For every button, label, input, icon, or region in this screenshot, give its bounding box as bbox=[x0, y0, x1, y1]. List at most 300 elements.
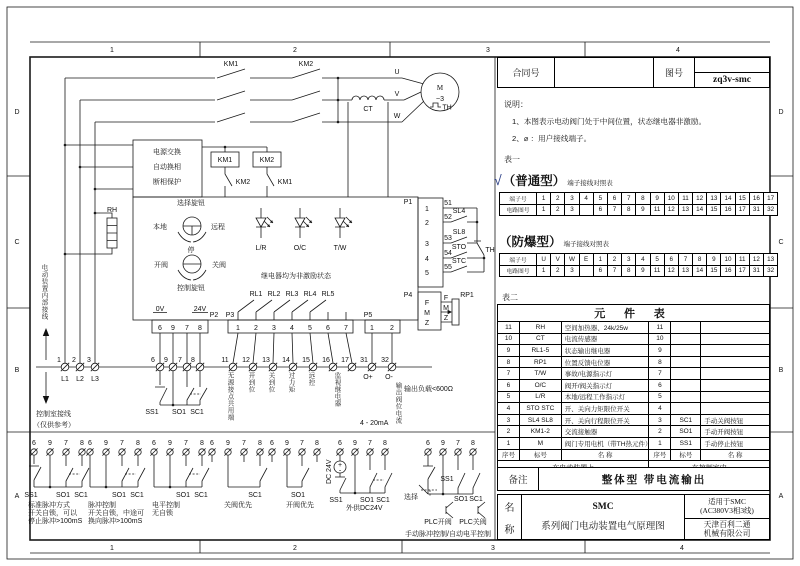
cell: 10 bbox=[498, 333, 520, 345]
name-char-2: 称 bbox=[504, 524, 515, 536]
variant-caption: 开关自锁，中途可 bbox=[88, 510, 144, 517]
dc24v-label: DC 24V bbox=[326, 459, 333, 484]
cell: 9 bbox=[498, 345, 520, 357]
table-row bbox=[498, 403, 770, 415]
stc-label: STC bbox=[452, 258, 466, 265]
zone-right-a: A bbox=[778, 493, 784, 500]
load-label: 输出负载<600Ω bbox=[404, 386, 453, 393]
terminal-number: 2 bbox=[72, 357, 76, 364]
cell: 13 bbox=[678, 204, 692, 216]
motor bbox=[421, 73, 459, 112]
cell: SL4 SL8 bbox=[519, 414, 561, 426]
cell: L/R bbox=[519, 391, 561, 403]
cell: 2 bbox=[551, 265, 565, 277]
km2-interlock-label: KM2 bbox=[235, 179, 251, 186]
led-indicators bbox=[256, 208, 352, 252]
terminal-number: 13 bbox=[262, 357, 270, 364]
p1-label: P1 bbox=[403, 199, 413, 206]
component-table-title: 元 件 表 bbox=[498, 305, 770, 322]
zone-top-4: 4 bbox=[676, 47, 680, 54]
strip-terminal-number: 8 bbox=[258, 440, 262, 447]
cell: 端子号 bbox=[500, 254, 537, 266]
cell: 4 bbox=[636, 254, 650, 266]
ss1-label: SS1 bbox=[145, 409, 159, 416]
wiring-variant-strip bbox=[24, 440, 491, 538]
km1-interlock-label: KM1 bbox=[277, 179, 293, 186]
strip-terminal-number: 6 bbox=[88, 440, 92, 447]
cell: 9 bbox=[636, 265, 650, 277]
cell: SS1 bbox=[671, 437, 701, 449]
variant-caption: 换向脉冲>100mS bbox=[88, 518, 143, 525]
variant-caption: 无自锁 bbox=[152, 510, 173, 517]
cell: 17 bbox=[735, 265, 749, 277]
p5-pin: 2 bbox=[390, 325, 394, 332]
cell bbox=[701, 345, 770, 357]
terminal-number: 31 bbox=[360, 357, 368, 364]
strip-terminal-number: 6 bbox=[210, 440, 214, 447]
variant-caption: 停止脉冲>100mS bbox=[28, 518, 83, 525]
cell: 状态输出继电器 bbox=[561, 345, 649, 357]
room-wiring-note: 控制室接线 bbox=[36, 411, 71, 418]
strip-terminal-number: 9 bbox=[441, 440, 445, 447]
strip-terminal-number: 7 bbox=[300, 440, 304, 447]
terminal-function-label: 监视继电器 bbox=[333, 372, 341, 407]
p3-pin: 6 bbox=[326, 325, 330, 332]
output-minus-label: O- bbox=[385, 374, 393, 381]
led-lr-label: L/R bbox=[255, 245, 267, 252]
strip-terminal-number: 6 bbox=[426, 440, 430, 447]
strip-terminal-number: 8 bbox=[80, 440, 84, 447]
strip-terminal-number: 7 bbox=[242, 440, 246, 447]
terminal-number: 1 bbox=[57, 357, 61, 364]
cell: 7 bbox=[607, 265, 621, 277]
led-tw-label: T/W bbox=[333, 245, 347, 252]
p2-pin: 9 bbox=[171, 325, 175, 332]
check-mark: √ bbox=[494, 172, 502, 188]
zone-left-a: A bbox=[14, 493, 20, 500]
cell: 开、关向行程限位开关 bbox=[561, 414, 649, 426]
device-label: SO1 bbox=[290, 492, 306, 499]
cell: 16 bbox=[749, 193, 763, 205]
cell: 8 bbox=[649, 356, 671, 368]
normal-type-subtitle: 端子接线对照表 bbox=[567, 180, 613, 187]
remark-text: 整体型 带电流输出 bbox=[538, 468, 769, 490]
rl5-label: RL5 bbox=[321, 291, 335, 298]
cell bbox=[671, 322, 701, 334]
strip-terminal-number: 8 bbox=[315, 440, 319, 447]
strip-terminal-number: 9 bbox=[353, 440, 357, 447]
explosion-type-subtitle: 端子接线对照表 bbox=[563, 241, 610, 248]
cell bbox=[701, 356, 770, 368]
minus-sign: - bbox=[338, 467, 342, 475]
cell: 8 bbox=[498, 356, 520, 368]
drawing-no-label: 图号 bbox=[653, 58, 694, 87]
table-row bbox=[498, 333, 770, 345]
cell: RH bbox=[519, 322, 561, 334]
cell: 6 bbox=[649, 379, 671, 391]
power-box-line3: 断相保护 bbox=[153, 179, 181, 186]
table-row bbox=[500, 193, 778, 205]
table-row bbox=[500, 265, 778, 277]
table-row bbox=[498, 322, 770, 334]
cell: 标号 bbox=[671, 449, 701, 461]
cell: 电路图号 bbox=[500, 204, 537, 216]
cell: 14 bbox=[721, 193, 735, 205]
cell bbox=[701, 391, 770, 403]
p4-pin-z: Z bbox=[424, 320, 430, 327]
note-2: 2、⌀ ：用户接线端子。 bbox=[512, 134, 592, 143]
cell: 6 bbox=[593, 204, 607, 216]
strip-terminal-number: 9 bbox=[226, 440, 230, 447]
cell: 11 bbox=[650, 204, 664, 216]
normal-terminal-table bbox=[499, 192, 778, 216]
cell: 4 bbox=[649, 403, 671, 415]
cell: KM1-2 bbox=[519, 426, 561, 438]
knob-close-label: 关阀 bbox=[212, 262, 226, 269]
plc-close-label: PLC关阀 bbox=[459, 519, 487, 526]
cell: 5 bbox=[593, 193, 607, 205]
cell: 空间加热器、24k/25w bbox=[561, 322, 649, 334]
cell: 4 bbox=[579, 193, 593, 205]
cell: 12 bbox=[693, 193, 707, 205]
rl1-label: RL1 bbox=[249, 291, 263, 298]
sl8-label: SL8 bbox=[452, 229, 466, 236]
cell: 7 bbox=[607, 204, 621, 216]
terminal-number: 15 bbox=[302, 357, 310, 364]
terminal-function-label: 关到位 bbox=[267, 372, 275, 393]
cell: 12 bbox=[664, 204, 678, 216]
cell: 手动停止按钮 bbox=[701, 437, 770, 449]
cell: SO1 bbox=[671, 426, 701, 438]
cell: 电路图号 bbox=[500, 265, 537, 277]
p3-label: P3 bbox=[225, 312, 235, 319]
cell: 13 bbox=[678, 265, 692, 277]
zone-right-b: B bbox=[778, 367, 784, 374]
table-row bbox=[498, 368, 770, 380]
series-line1: SMC bbox=[592, 501, 614, 512]
cell: 6 bbox=[664, 254, 678, 266]
cell: 11 bbox=[735, 254, 749, 266]
selector-stop-label: 停 bbox=[187, 247, 195, 254]
cell: 15 bbox=[735, 193, 749, 205]
cell: 3 bbox=[565, 265, 579, 277]
terminal-function-label: 远控 bbox=[307, 372, 315, 386]
selector-remote-label: 远程 bbox=[211, 224, 225, 231]
cell: 电流传感器 bbox=[561, 333, 649, 345]
cell: 32 bbox=[764, 265, 778, 277]
terminal-number: 16 bbox=[322, 357, 330, 364]
zero-volt-label: 0V bbox=[155, 306, 165, 313]
explosion-type-heading bbox=[499, 232, 609, 250]
cell: 3 bbox=[622, 254, 636, 266]
rl4-label: RL4 bbox=[303, 291, 317, 298]
terminal-row bbox=[36, 357, 453, 427]
rl2-label: RL2 bbox=[267, 291, 281, 298]
p1-pin: 2 bbox=[425, 220, 429, 227]
status-relays bbox=[238, 291, 346, 320]
current-range-label: 4 - 20mA bbox=[360, 420, 389, 427]
drawing-number: zq3v-smc bbox=[695, 72, 769, 87]
terminal-function-label: 开到位 bbox=[247, 372, 255, 393]
cell: 15 bbox=[707, 204, 721, 216]
cell: 3 bbox=[498, 414, 520, 426]
relay-state-note: 继电器均为非激励状态 bbox=[261, 273, 331, 280]
rh-label: RH bbox=[106, 207, 118, 214]
wire-53: 53 bbox=[444, 235, 452, 242]
cell bbox=[671, 368, 701, 380]
device-label: SC1 bbox=[194, 492, 208, 499]
cell: 序号 bbox=[498, 449, 520, 461]
remark-block bbox=[497, 467, 770, 491]
cell: 10 bbox=[664, 193, 678, 205]
name-label bbox=[498, 495, 521, 539]
cell: 17 bbox=[735, 204, 749, 216]
contract-no-label: 合同号 bbox=[512, 68, 540, 78]
table-row bbox=[498, 379, 770, 391]
cell: 1 bbox=[649, 437, 671, 449]
cell: 本地/远程工作指示灯 bbox=[561, 391, 649, 403]
control-board bbox=[133, 197, 418, 320]
phase-l3-label: L3 bbox=[91, 376, 99, 383]
table-row bbox=[498, 391, 770, 403]
strip-terminal-number: 8 bbox=[200, 440, 204, 447]
variant-caption: 开关自锁，可以 bbox=[28, 510, 77, 517]
notes-heading: 说明： bbox=[504, 100, 528, 109]
plc-open-label: PLC开阀 bbox=[424, 519, 452, 526]
wire-51: 51 bbox=[444, 200, 452, 207]
zone-top-3: 3 bbox=[486, 47, 490, 54]
strip-terminal-number: 9 bbox=[104, 440, 108, 447]
cell: 7 bbox=[649, 368, 671, 380]
cell: 32 bbox=[764, 204, 778, 216]
cell: 12 bbox=[664, 265, 678, 277]
device-label: SC1 bbox=[130, 492, 144, 499]
cell: V bbox=[551, 254, 565, 266]
strip-terminal-number: 9 bbox=[168, 440, 172, 447]
cell: 5 bbox=[649, 391, 671, 403]
zone-top-2: 2 bbox=[293, 47, 297, 54]
cell: 5 bbox=[498, 391, 520, 403]
zone-bottom-1: 1 bbox=[110, 545, 114, 552]
cell bbox=[671, 333, 701, 345]
device-label: SS1 bbox=[329, 497, 343, 504]
p2-pin: 7 bbox=[185, 325, 189, 332]
wire-m: M bbox=[443, 305, 449, 312]
24-volt-label: 24V bbox=[193, 306, 207, 313]
cell: 阀开/阀关指示灯 bbox=[561, 379, 649, 391]
cell: 5 bbox=[650, 254, 664, 266]
explosion-terminal-table bbox=[499, 253, 778, 277]
name-char-1: 名 bbox=[504, 502, 515, 514]
cell: 11 bbox=[649, 322, 671, 334]
company-line1: 天津百利二通 bbox=[703, 519, 751, 529]
current-transformer bbox=[348, 96, 388, 197]
cell: 9 bbox=[650, 193, 664, 205]
p4-pin-m: M bbox=[424, 310, 430, 317]
table-header-row bbox=[498, 449, 770, 461]
cell: 16 bbox=[721, 265, 735, 277]
km1-coil-label: KM1 bbox=[217, 157, 233, 164]
phase-v-label: V bbox=[394, 91, 400, 98]
cell bbox=[671, 391, 701, 403]
variant-group-7 bbox=[404, 440, 491, 538]
cell: 2 bbox=[649, 426, 671, 438]
cell: 名 称 bbox=[561, 449, 649, 461]
note-1: 1、本图表示电动阀门处于中间位置，状态继电器非激励。 bbox=[512, 117, 707, 126]
phase-w-label: W bbox=[393, 113, 401, 120]
so1-label: SO1 bbox=[171, 409, 187, 416]
cell: 2 bbox=[498, 426, 520, 438]
cell: 1 bbox=[537, 193, 551, 205]
terminal-number: 6 bbox=[151, 357, 155, 364]
p3-pin: 1 bbox=[236, 325, 240, 332]
cell bbox=[671, 379, 701, 391]
cell bbox=[671, 345, 701, 357]
th-label: TH bbox=[485, 247, 495, 254]
power-box-line2: 自动换相 bbox=[153, 164, 181, 171]
contract-no-field bbox=[554, 58, 653, 87]
table-row bbox=[498, 437, 770, 449]
company-name bbox=[685, 518, 769, 539]
cell: 序号 bbox=[649, 449, 671, 461]
cell: 3 bbox=[565, 204, 579, 216]
device-label: SO1 bbox=[359, 497, 375, 504]
cell: 3 bbox=[649, 414, 671, 426]
main-pushbutton-group bbox=[145, 371, 207, 416]
strip-terminals bbox=[30, 448, 476, 455]
normal-type-heading bbox=[494, 171, 613, 189]
drawing-no-top-field bbox=[695, 58, 769, 72]
p1-pin: 1 bbox=[425, 206, 429, 213]
bottom-connectors bbox=[152, 306, 400, 363]
wire-54: 54 bbox=[444, 250, 452, 257]
p5-label: P5 bbox=[363, 312, 373, 319]
rp1-label: RP1 bbox=[460, 292, 474, 299]
name-block bbox=[497, 494, 770, 540]
output-plus-label: O+ bbox=[363, 374, 373, 381]
device-label: SS1 bbox=[440, 476, 454, 483]
cell: 14 bbox=[693, 204, 707, 216]
strip-terminal-number: 7 bbox=[368, 440, 372, 447]
cell: STO STC bbox=[519, 403, 561, 415]
phase-u-label: U bbox=[394, 69, 400, 76]
cell bbox=[701, 322, 770, 334]
sc1-label: SC1 bbox=[190, 409, 204, 416]
zone-left-d: D bbox=[14, 109, 20, 116]
wire-52: 52 bbox=[444, 214, 452, 221]
cell: 交流接触器 bbox=[561, 426, 649, 438]
cell bbox=[701, 403, 770, 415]
terminal-number: 11 bbox=[221, 357, 229, 364]
cell: 4 bbox=[498, 403, 520, 415]
variant-caption: 开阀优先 bbox=[286, 502, 314, 509]
cell: 9 bbox=[636, 204, 650, 216]
strip-terminal-number: 7 bbox=[456, 440, 460, 447]
wire-z: Z bbox=[443, 315, 449, 322]
variant-group-5 bbox=[270, 440, 319, 509]
cell: 端子号 bbox=[500, 193, 537, 205]
cell: 6 bbox=[593, 265, 607, 277]
km1-contacts-label: KM1 bbox=[223, 61, 239, 68]
strip-terminal-number: 8 bbox=[136, 440, 140, 447]
table-row bbox=[500, 254, 778, 266]
rp1-potentiometer bbox=[452, 299, 459, 325]
applicable-line1: 适用于SMC bbox=[708, 496, 746, 506]
cell: 16 bbox=[721, 204, 735, 216]
junction-dots bbox=[49, 77, 486, 496]
cell: 阀门专用电机（带TH热元件） bbox=[561, 437, 649, 449]
cell: 31 bbox=[749, 265, 763, 277]
cell bbox=[701, 379, 770, 391]
device-label: SO1 bbox=[453, 496, 469, 503]
motor-phase-label: ~3 bbox=[436, 96, 444, 103]
cell: 1 bbox=[498, 437, 520, 449]
p5-pin: 1 bbox=[370, 325, 374, 332]
strip-terminal-number: 6 bbox=[338, 440, 342, 447]
cell: 8 bbox=[622, 204, 636, 216]
zone-right-c: C bbox=[778, 239, 784, 246]
zone-bottom-2: 2 bbox=[293, 545, 297, 552]
normal-type-title: （普通型） bbox=[502, 174, 566, 188]
variant-caption: 关阀优先 bbox=[224, 502, 252, 509]
p4-label: P4 bbox=[403, 292, 413, 299]
cell: 13 bbox=[707, 193, 721, 205]
device-label: SC1 bbox=[469, 496, 483, 503]
cell: RL1-5 bbox=[519, 345, 561, 357]
applicable-line2: (AC380V3相3线) bbox=[700, 505, 754, 515]
motor-th-label: TH bbox=[442, 104, 452, 112]
strip-terminal-number: 6 bbox=[152, 440, 156, 447]
cell: SC1 bbox=[671, 414, 701, 426]
cell: 13 bbox=[764, 254, 778, 266]
selector-knob-title: 选择旋钮 bbox=[177, 200, 205, 207]
title-header-block bbox=[497, 57, 770, 88]
terminal-number: 7 bbox=[178, 357, 182, 364]
cell: 11 bbox=[498, 322, 520, 334]
zone-bottom-4: 4 bbox=[680, 545, 684, 552]
cell: 手动关阀按钮 bbox=[701, 414, 770, 426]
cell: 9 bbox=[707, 254, 721, 266]
remark-label: 备注 bbox=[508, 476, 528, 486]
cell: 标号 bbox=[519, 449, 561, 461]
device-label: SO1 bbox=[111, 492, 127, 499]
cell: 手动开阀按钮 bbox=[701, 426, 770, 438]
cell: 7 bbox=[498, 368, 520, 380]
wire-f: F bbox=[443, 295, 449, 302]
variant-caption: 标准脉冲方式 bbox=[28, 502, 70, 509]
cell: 1 bbox=[537, 204, 551, 216]
terminal-function-label: 过力矩 bbox=[287, 372, 295, 393]
power-box-line1: 电源交换 bbox=[153, 149, 181, 156]
p2-pin: 6 bbox=[158, 325, 162, 332]
terminal-number: 9 bbox=[164, 357, 168, 364]
p1-pin: 5 bbox=[425, 270, 429, 277]
strip-terminal-number: 7 bbox=[64, 440, 68, 447]
variant-caption: 外供DC24V bbox=[346, 505, 383, 512]
p4-connector bbox=[404, 292, 474, 330]
phase-l2-label: L2 bbox=[76, 376, 84, 383]
strip-terminal-number: 8 bbox=[383, 440, 387, 447]
cell: 7 bbox=[622, 193, 636, 205]
device-label: SC1 bbox=[376, 497, 390, 504]
cell: T/W bbox=[519, 368, 561, 380]
variant-caption: 脉冲控制 bbox=[88, 502, 116, 509]
cell: U bbox=[537, 254, 551, 266]
cell: 14 bbox=[693, 265, 707, 277]
cell: 17 bbox=[764, 193, 778, 205]
cell: W bbox=[565, 254, 579, 266]
cell bbox=[671, 356, 701, 368]
